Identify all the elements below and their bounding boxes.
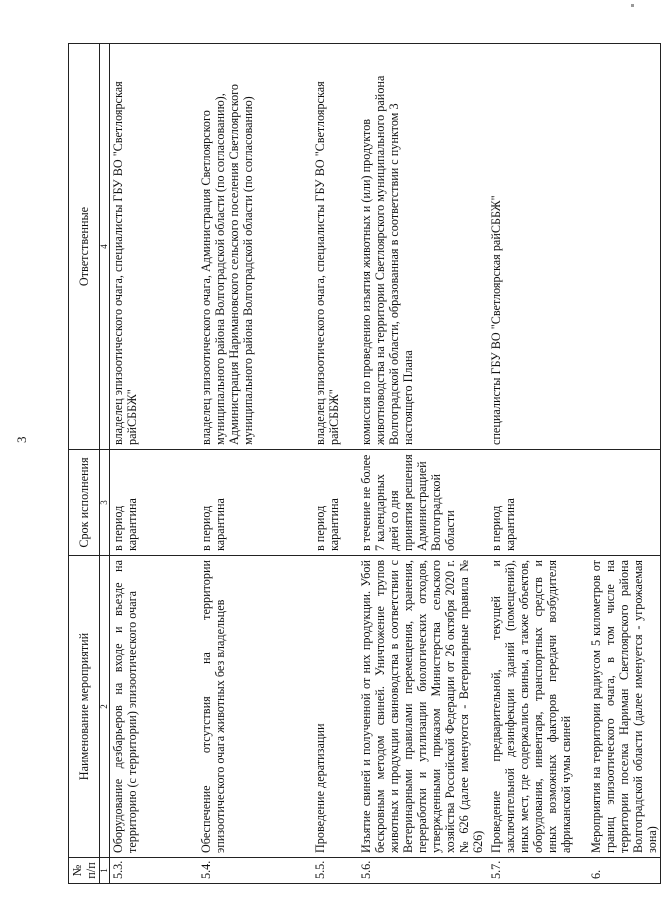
- header-responsible: Ответственные: [69, 44, 100, 450]
- column-number: 4: [100, 44, 110, 450]
- row-term: в период карантина: [198, 450, 312, 556]
- table-header-row: [69, 44, 100, 884]
- header-number: № п/п: [69, 858, 100, 884]
- row-measure: Оборудование дезбарьеров на входе и въезде на территорию (с территории) эпизоотического очага: [110, 556, 198, 858]
- table-row: [488, 44, 588, 884]
- row-number: 5.3.: [110, 858, 198, 884]
- column-number: 3: [100, 450, 110, 556]
- row-responsible: владелец эпизоотического очага, специалисты ГБУ ВО "Светлоярская райСББЖ": [312, 44, 358, 450]
- column-number: 1: [100, 858, 110, 884]
- page-number: 3: [14, 436, 29, 443]
- row-responsible: комиссия по проведению изъятия животных и (или) продуктов животноводства на территории Светлоярского муниципального района Волгоградской области, образованная в соответствии с пунктом 3 настоящего Плана: [358, 44, 488, 450]
- table-row: [358, 44, 488, 884]
- row-term: в течение не более 7 календарных дней со дня принятия решения Администрацией Волгоградской области: [358, 450, 488, 556]
- row-measure: Мероприятия на территории радиусом 5 километров от границ эпизоотического очага, в том числе на территории поселка Нариман Светлоярского района Волгоградской области (далее именуется - угрожаемая зона): [588, 556, 661, 858]
- row-number: 5.4.: [198, 858, 312, 884]
- row-responsible: [588, 44, 661, 450]
- measures-table: [68, 43, 661, 884]
- table-row: [110, 44, 198, 884]
- row-number: 6.: [588, 858, 661, 884]
- row-number: 5.7.: [488, 858, 588, 884]
- row-responsible: владелец эпизоотического очага, специалисты ГБУ ВО "Светлоярская райСББЖ": [110, 44, 198, 450]
- table-row: [312, 44, 358, 884]
- row-term: в период карантина: [312, 450, 358, 556]
- row-responsible: специалисты ГБУ ВО "Светлоярская райСББЖ": [488, 44, 588, 450]
- document-sheet: [66, 35, 659, 890]
- row-number: 5.5.: [312, 858, 358, 884]
- row-responsible: владелец эпизоотического очага, Администрация Светлоярского муниципального района Волгоградской области (по согласованию), Администрация Наримановского сельского поселения Светлоярского муниципального района Волгоградской области (по согласованию): [198, 44, 312, 450]
- scan-speck: [631, 4, 634, 7]
- row-number: 5.6.: [358, 858, 488, 884]
- table-row: [198, 44, 312, 884]
- row-term: в период карантина: [110, 450, 198, 556]
- column-number-row: [100, 44, 110, 884]
- header-measure: Наименование мероприятий: [69, 556, 100, 858]
- row-measure: Проведение предварительной, текущей и заключительной дезинфекции зданий (помещений), иных мест, где содержались свиньи, а также объектов, оборудования, инвентаря, транспортных средств и иных возможных факторов передачи возбудителя африканской чумы свиней: [488, 556, 588, 858]
- row-measure: Проведение дератизации: [312, 556, 358, 858]
- column-number: 2: [100, 556, 110, 858]
- row-measure: Обеспечение отсутствия на территории эпизоотического очага животных без владельцев: [198, 556, 312, 858]
- table-row: [588, 44, 661, 884]
- row-term: в период карантина: [488, 450, 588, 556]
- row-measure: Изъятие свиней и полученной от них продукции. Убой бескровным методом свиней. Уничтожение трупов животных и продукции свиноводства в соответствии с Ветеринарными правилами перемещения, хранения, переработки и утилизации биологических отходов, утвержденными приказом Министерства сельского хозяйства Российской Федерации от 26 октября 2020 г. № 626 (далее именуются - Ветеринарные правила № 626): [358, 556, 488, 858]
- header-term: Срок исполнения: [69, 450, 100, 556]
- row-term: [588, 450, 661, 556]
